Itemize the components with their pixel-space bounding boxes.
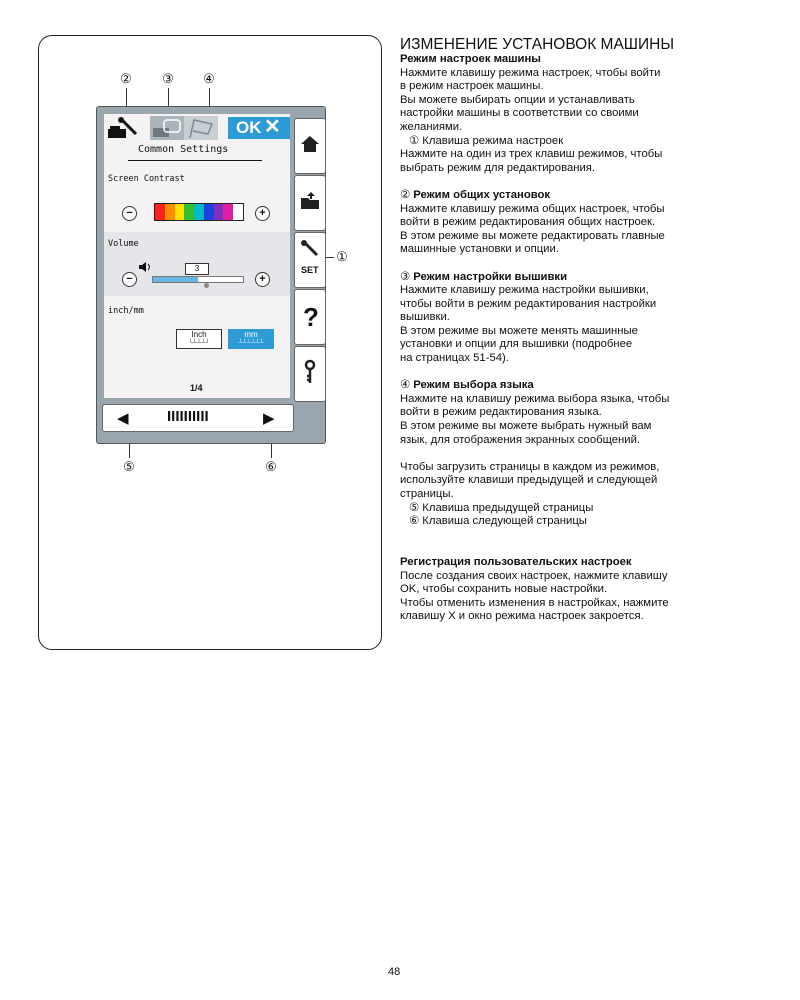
s4-line: Нажмите на клавишу режима выбора языка, чтобы <box>400 392 670 405</box>
volume-slider[interactable] <box>152 276 244 283</box>
contrast-swatch <box>214 204 224 220</box>
s3-line: В этом режиме вы можете менять машинные <box>400 324 638 337</box>
next-page-button[interactable]: ▶ <box>263 410 275 427</box>
mode-tabbar <box>104 114 290 142</box>
pages-line: страницы. <box>400 488 454 500</box>
prev-page-button[interactable]: ◀ <box>117 410 129 427</box>
close-icon[interactable]: ✕ <box>264 116 281 138</box>
mm-button-label: mm <box>244 330 258 339</box>
folder-icon <box>299 190 321 212</box>
s4-line: язык, для отображения экранных сообщений. <box>400 433 641 446</box>
settings-screen <box>104 114 290 398</box>
s1-line: выбрать режим для редактирования. <box>400 161 596 174</box>
speaker-icon <box>138 262 152 272</box>
pages-line: Чтобы загрузить страницы в каждом из режимов, <box>400 460 660 473</box>
s3-line: установки и опции для вышивки (подробнее <box>400 338 633 351</box>
register-line: После создания своих настроек, нажмите клавишу <box>400 569 668 582</box>
callout-1: ① <box>336 249 348 264</box>
inch-button-label: Inch <box>191 330 207 339</box>
contrast-swatch <box>175 204 185 220</box>
screen-contrast-label: Screen Contrast <box>108 174 185 184</box>
page-indicator: 1/4 <box>190 383 203 393</box>
page-scroll-indicator: IIIIIIIIII <box>167 408 209 425</box>
s1-line: Вы можете выбирать опции и устанавливать <box>400 93 635 106</box>
s3-line: Нажмите клавишу режима настройки вышивки, <box>400 284 649 297</box>
page-number: 48 <box>388 966 401 978</box>
contrast-swatch <box>204 204 214 220</box>
volume-knob[interactable] <box>204 283 209 288</box>
contrast-swatch <box>233 204 243 220</box>
s2-line: машинные установки и опции. <box>400 243 559 256</box>
register-heading: Регистрация пользовательских настроек <box>400 555 632 568</box>
s2-line: войти в режим редактирования общих настроек. <box>400 216 656 229</box>
volume-fill <box>153 277 198 282</box>
s1-line: в режим настроек машины. <box>400 80 544 93</box>
language-tab[interactable] <box>184 116 218 140</box>
pages-line: используйте клавиши предыдущей и следующей <box>400 474 658 487</box>
unit-label: inch/mm <box>108 306 144 316</box>
s4-line: войти в режим редактирования языка. <box>400 406 602 419</box>
volume-value: 3 <box>185 263 209 275</box>
file-button[interactable] <box>294 175 326 231</box>
s2-line: Нажмите клавишу режима общих настроек, чтобы <box>400 202 665 215</box>
key-icon <box>299 359 321 385</box>
doc-title: ИЗМЕНЕНИЕ УСТАНОВОК МАШИНЫ <box>400 36 675 53</box>
callout-6: ⑥ <box>265 459 277 474</box>
set-label: SET <box>301 265 319 275</box>
next-key-line: ⑥ Клавиша следующей страницы <box>409 515 587 528</box>
set-button[interactable] <box>294 232 326 288</box>
machine-settings-tab[interactable] <box>106 116 150 140</box>
callout-4: ④ <box>203 71 215 86</box>
s2-heading: ② Режим общих установок <box>400 188 551 201</box>
contrast-swatch <box>155 204 165 220</box>
s4-line: В этом режиме вы можете выбрать нужный вам <box>400 420 652 433</box>
contrast-swatch <box>184 204 194 220</box>
volume-minus-button[interactable]: − <box>122 272 137 287</box>
contrast-swatch <box>194 204 204 220</box>
help-button[interactable] <box>294 289 326 345</box>
register-line: OK, чтобы сохранить новые настройки. <box>400 583 608 596</box>
contrast-minus-button[interactable]: − <box>122 206 137 221</box>
s3-line: чтобы войти в режим редактирования настройки <box>400 297 657 310</box>
s1-line: Нажмите на один из трех клавиш режимов, чтобы <box>400 148 663 161</box>
contrast-color-bar <box>154 203 244 221</box>
home-button[interactable] <box>294 118 326 174</box>
s1-heading: Режим настроек машины <box>400 53 541 65</box>
common-settings-icon <box>150 116 184 140</box>
s1-key: ① Клавиша режима настроек <box>409 134 564 147</box>
callout-2: ② <box>120 71 132 86</box>
register-line: клавишу X и окно режима настроек закроется. <box>400 610 644 623</box>
ok-close-button[interactable] <box>228 117 290 139</box>
flag-icon <box>184 116 218 140</box>
contrast-swatch <box>223 204 233 220</box>
wrench-icon <box>299 239 321 261</box>
contrast-swatch <box>165 204 175 220</box>
s1-line: настройки машины в соответствии со своими <box>400 107 639 120</box>
s1-line: желаниями. <box>400 120 463 133</box>
home-icon <box>299 133 321 155</box>
s3-line: на страницах 51-54). <box>400 352 509 365</box>
common-settings-tab[interactable] <box>150 116 184 140</box>
s1-line: Нажмите клавишу режима настроек, чтобы войти <box>400 66 661 79</box>
s2-line: В этом режиме вы можете редактировать главные <box>400 229 665 242</box>
volume-label: Volume <box>108 239 139 249</box>
title-underline <box>128 160 262 161</box>
contrast-plus-button[interactable]: + <box>255 206 270 221</box>
key-button[interactable] <box>294 346 326 402</box>
instruction-text <box>400 36 780 624</box>
mm-button[interactable]: mm ┴┴┴┴┴┴ <box>228 329 274 349</box>
prev-key-line: ⑤ Клавиша предыдущей страницы <box>409 501 594 514</box>
s3-heading: ③ Режим настройки вышивки <box>400 270 568 283</box>
screen-title: Common Settings <box>138 144 229 155</box>
register-line: Чтобы отменить изменения в настройках, нажмите <box>400 596 669 609</box>
volume-plus-button[interactable]: + <box>255 272 270 287</box>
s3-line: вышивки. <box>400 311 450 324</box>
ok-label[interactable]: OK <box>236 118 262 137</box>
help-icon: ? <box>303 302 319 332</box>
callout-3: ③ <box>162 71 174 86</box>
callout-5: ⑤ <box>123 459 135 474</box>
inch-button[interactable]: Inch └┴┴┴┘ <box>176 329 222 349</box>
page-navigation-bar <box>102 404 294 432</box>
wrench-machine-icon <box>106 116 150 140</box>
s4-heading: ④ Режим выбора языка <box>400 379 534 392</box>
